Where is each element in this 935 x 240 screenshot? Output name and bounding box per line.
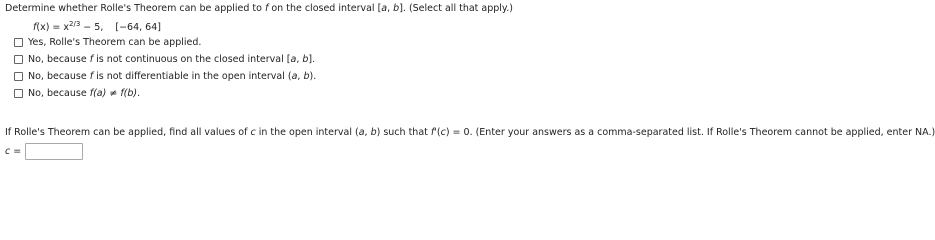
option-label: Yes, Rolle's Theorem can be applied. — [28, 37, 202, 48]
option-label — [28, 54, 315, 65]
function-lhs: (x) = x — [36, 22, 70, 33]
var-a: a — [381, 3, 388, 14]
checkbox[interactable] — [14, 55, 23, 64]
var-b: b — [303, 71, 310, 82]
checkbox[interactable] — [14, 38, 23, 47]
neq-symbol: ≠ — [106, 88, 121, 99]
answer-row — [5, 143, 83, 160]
function-interval: [−64, 64] — [115, 22, 161, 33]
option-text: . — [137, 88, 141, 99]
function-definition — [33, 20, 161, 33]
option-label — [28, 88, 140, 99]
function-exponent: 2/3 — [69, 20, 81, 28]
question-prompt — [5, 3, 513, 14]
option-fa-neq-fb[interactable] — [14, 88, 140, 99]
var-a: a — [290, 54, 297, 65]
checkbox[interactable] — [14, 89, 23, 98]
option-yes[interactable] — [14, 37, 201, 48]
var-b: b — [302, 54, 309, 65]
option-text: is not differentiable in the open interval ( — [93, 71, 292, 82]
var-f: f — [89, 71, 94, 82]
option-text: No, because — [28, 54, 90, 65]
option-text: is not continuous on the closed interval [ — [93, 54, 291, 65]
prompt-text: ]. (Select all that apply.) — [399, 3, 513, 14]
option-not-continuous[interactable] — [14, 54, 315, 65]
option-label — [28, 71, 316, 82]
option-text: , — [297, 71, 304, 82]
prompt-text: Determine whether Rolle's Theorem can be applied to — [5, 3, 265, 14]
var-f: f — [33, 22, 37, 33]
prompt-text: ) = 0. (Enter your answers as a comma-separated list. If Rolle's Theorem cannot be applied, enter NA.) — [445, 127, 935, 138]
prompt-text: ) such that — [376, 127, 431, 138]
option-text: No, because — [28, 88, 90, 99]
derivative-f: f' — [430, 127, 437, 138]
function-rhs: − 5, — [80, 22, 104, 33]
checkbox[interactable] — [14, 72, 23, 81]
prompt-text: , — [364, 127, 371, 138]
var-a: a — [291, 71, 298, 82]
option-text: ). — [309, 71, 317, 82]
answer-input[interactable] — [25, 143, 83, 160]
answer-label — [5, 146, 21, 157]
question2-prompt — [5, 127, 935, 138]
var-c: c — [5, 146, 11, 157]
prompt-text: on the closed interval [ — [268, 3, 382, 14]
var-f: f — [264, 3, 269, 14]
prompt-text: , — [387, 3, 394, 14]
option-text: No, because — [28, 71, 90, 82]
var-b: b — [370, 127, 377, 138]
option-not-differentiable[interactable] — [14, 71, 316, 82]
var-b: b — [393, 3, 400, 14]
expr-fb: f(b) — [120, 88, 138, 99]
option-text: , — [296, 54, 303, 65]
prompt-text: in the open interval ( — [255, 127, 359, 138]
prompt-text: ( — [436, 127, 441, 138]
var-a: a — [358, 127, 365, 138]
var-f: f — [89, 54, 94, 65]
prompt-text: If Rolle's Theorem can be applied, find all values of — [5, 127, 251, 138]
equals-sign: = — [10, 146, 22, 157]
expr-fa: f(a) — [89, 88, 107, 99]
var-c: c — [250, 127, 256, 138]
var-c: c — [440, 127, 446, 138]
option-text: ]. — [308, 54, 316, 65]
